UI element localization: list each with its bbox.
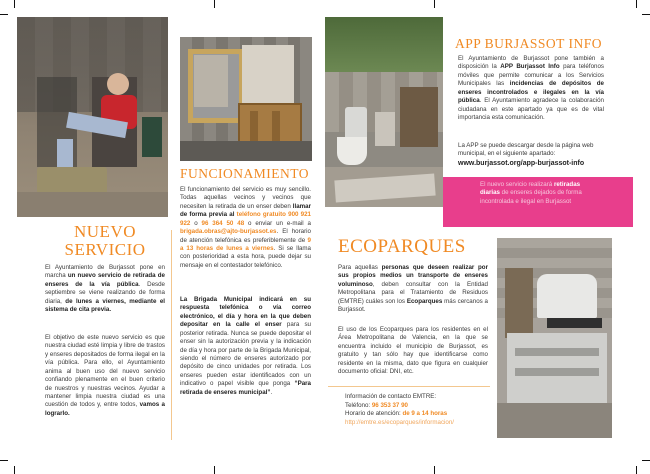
emtre-contact: Información de contacto EMTRE: Teléfono: 96 353 37 90 Horario de atención: de 9 a 14 horas http://emtre.es/ecoparques/informacion/ [345, 393, 455, 427]
crop-mark [642, 460, 650, 461]
brigada-paragraph: La Brigada Municipal indicará en su respuesta telefónica o vía correo electrónico, el día y hora en la que deben depositar en la calle el enser para su posterior retirada. Nunca se puede depositar el enser sin la autorización previa y la indicación de día y hora por parte de la Brigada Municipal, siendo el número de enseres autorizado por depósito de cinco unidades por retirada. Los enseres pueden estar identificados con un indicativo o papel visible que ponga “Para retirada de enseres municipal”. [180, 296, 311, 396]
photo-man-chair [17, 17, 168, 217]
photo-ironing-board [497, 238, 612, 438]
ecoparques-paragraph: Para aquellas personas que deseen realizar por sus propios medios un transporte de enseres voluminoso, deben consultar con la Entidad Metropolitana para el Tratamiento de Residuos (EMTRE) cuáles son los Ecoparques más cercanos a Burjassot. [338, 264, 488, 314]
crop-mark [434, 0, 435, 8]
crop-mark [642, 14, 650, 15]
crop-mark [636, 466, 637, 474]
title-ecoparques: ECOPARQUES [338, 236, 466, 257]
app-paragraph: El Ayuntamiento de Burjassot pone también a disposición la APP Burjassot Info para teléfonos móviles que permite comunicar a los Servicios Municipales las incidencias de depósitos de enseres incontrolados e ilegales en la vía pública. El Ayuntamiento agradece la colaboración ciudadana en este apartado ya que es de vital importancia esta comunicación. [458, 55, 604, 121]
crop-mark [14, 0, 15, 8]
intro-paragraph: El Ayuntamiento de Burjassot pone en marcha un nuevo servicio de retirada de enseres de la vía pública. Desde septiembre se viene realizando de forma diaria, de lunes a viernes, mediante el sistema de cita previa. [45, 264, 165, 314]
crop-mark [0, 14, 8, 15]
crop-mark [636, 0, 637, 8]
crop-mark [14, 466, 15, 474]
title-app-burjassot: APP BURJASSOT INFO [455, 36, 603, 51]
title-funcionamiento: FUNCIONAMIENTO [180, 166, 310, 181]
crop-mark [434, 466, 435, 474]
crop-mark [214, 466, 215, 474]
title-nuevo-servicio: NUEVO SERVICIO [64, 222, 146, 259]
app-download-paragraph: La APP se puede descargar desde la página web municipal, en el siguiente apartado: www.burjassot.org/app-burjassot-info [458, 142, 594, 167]
crop-mark [0, 460, 8, 461]
photo-toilet [325, 17, 443, 207]
funcionamiento-paragraph: El funcionamiento del servicio es muy sencillo. Todas aquellas vecinos y vecinos que necesiten la retirada de un enser deben llamar de forma previa al teléfono gratuito 900 921 922 o 96 364 50 48 o enviar un e-mail a brigada.obras@ajto-burjassot.es. El horario de atención telefónica es preferiblemente de 9 a 13 horas de lunes a viernes. Si se llama con posterioridad a esta hora, puede dejar su mensaje en el contestador telefónico. [180, 186, 312, 269]
photo-furniture [180, 37, 312, 161]
objective-paragraph: El objetivo de este nuevo servicio es que nuestra ciudad esté limpia y libre de trastos y enseres depositados de forma ilegal en la vía pública. Para ello, el Ayuntamiento anima al buen uso del nuevo servicio confiando plenamente en el buen criterio de nuestros y nuestras vecinos. Ayudar a mantener limpia nuestra ciudad es una cuestión de todos y, entre todos, vamos a lograrlo. [45, 334, 165, 417]
ecoparques-usage-paragraph: El uso de los Ecoparques para los residentes en el Área Metropolitana de Valencia, en la que se encuentra incluido el municipio de Burjassot, es gratuito y tan sólo hay que identificarse como residente en la misma, dato que figura en cualquier documento oficial: DNI, etc. [338, 326, 488, 376]
divider-line [328, 386, 490, 387]
pink-box-text: El nuevo servicio realizará retiradas diarias de enseres dejados de forma incontrolada e ilegal en Burjassot [480, 181, 582, 205]
divider-line [171, 230, 172, 440]
crop-mark [214, 0, 215, 8]
